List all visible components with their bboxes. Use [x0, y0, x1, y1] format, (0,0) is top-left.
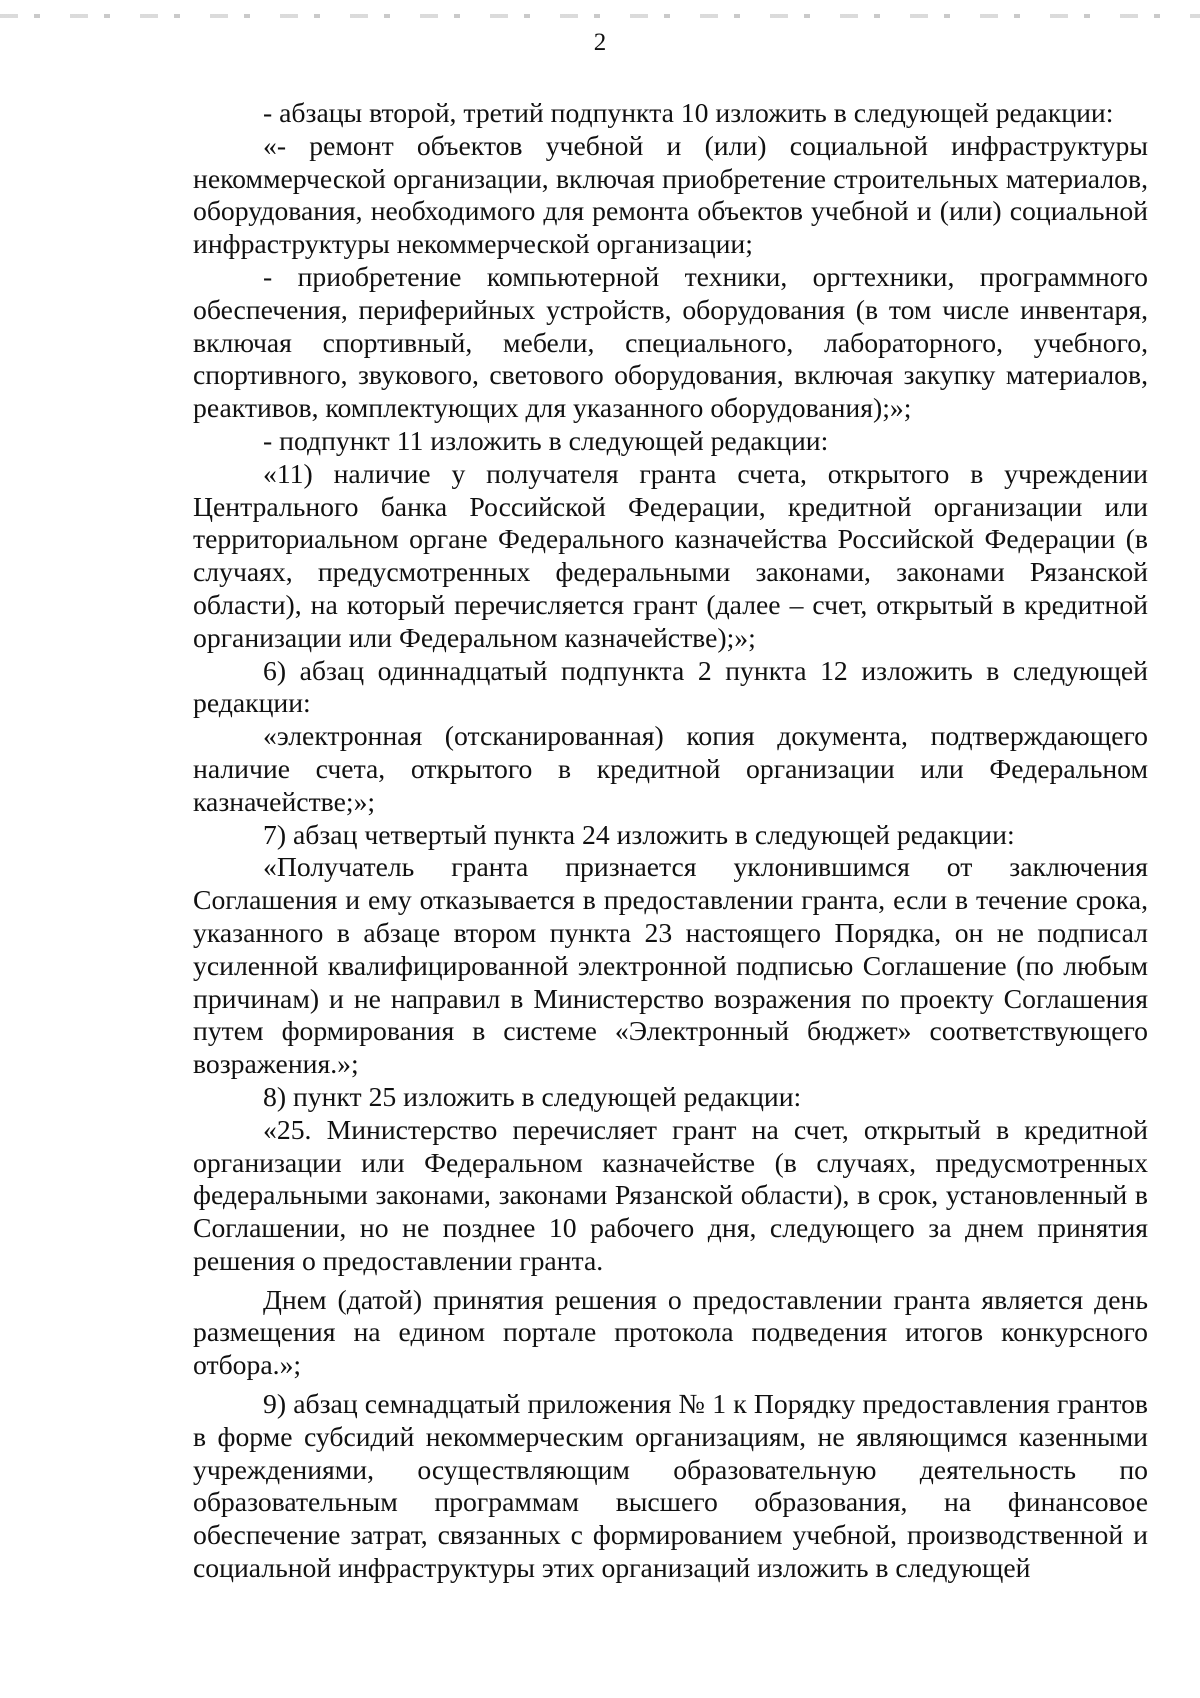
paragraph: 8) пункт 25 изложить в следующей редакции: — [263, 1080, 802, 1112]
paragraph: - подпункт 11 изложить в следующей редакции: — [263, 424, 829, 456]
paragraph: - абзацы второй, третий подпункта 10 изложить в следующей редакции: — [263, 97, 1114, 128]
paragraph: Днем (датой) принятия решения о предоставлении гранта является день размещения на едином портале протокола подведения итогов конкурсного отбора.»; — [193, 1283, 1148, 1381]
paragraph: 7) абзац четвертый пункта 24 изложить в следующей редакции: — [263, 818, 1015, 850]
paragraph: 6) абзац одиннадцатый подпункта 2 пункта 12 изложить в следующей редакции: — [193, 654, 1148, 719]
paragraph: - приобретение компьютерной техники, оргтехники, программного обеспечения, периферийных устройств, оборудования (в том числе инвентаря, включая спортивный, мебели, специального, лабораторного, учебного, спортивного, звукового, светового оборудования, включая закупку материалов, реактивов, комплектующих для указанного оборудования);»; — [193, 260, 1148, 424]
scan-top-edge — [0, 14, 1200, 18]
document-body — [193, 97, 1148, 1585]
paragraph: «- ремонт объектов учебной и (или) социальной инфраструктуры некоммерческой организации, включая приобретение строительных материалов, оборудования, необходимого для ремонта объектов учебной и (или) социальной инфраструктуры некоммерческой организации; — [193, 129, 1148, 260]
paragraph: «электронная (отсканированная) копия документа, подтверждающего наличие счета, открытого в кредитной организации или Федеральном казначействе;»; — [193, 720, 1148, 817]
page-number: 2 — [593, 29, 607, 56]
paragraph: 9) абзац семнадцатый приложения № 1 к Порядку предоставления грантов в форме субсидий некоммерческим организациям, не являющимся казенными учреждениями, осуществляющим образовательную деятельность по образовательным программам высшего образования, на финансовое обеспечение затрат, связанных с формированием учебной, производственной и социальной инфраструктуры этих организаций изложить в следующей — [193, 1388, 1148, 1584]
paragraph: «Получатель гранта признается уклонившимся от заключения Соглашения и ему отказывается в предоставлении гранта, если в течение срока, указанного в абзаце втором пункта 23 настоящего Порядка, он не подписал усиленной квалифицированной электронной подписью Соглашение (по любым причинам) и не направил в Министерство возражения по проекту Соглашения путем формирования в системе «Электронный бюджет» соответствующего возражения.»; — [193, 851, 1148, 1080]
paragraph: «11) наличие у получателя гранта счета, открытого в учреждении Центрального банка Российской Федерации, кредитной организации или территориальном органе Федерального казначейства Российской Федерации (в случаях, предусмотренных федеральными законами, законами Рязанской области), на который перечисляется грант (далее – счет, открытый в кредитной организации или Федеральном казначействе);»; — [193, 457, 1148, 653]
paragraph: «25. Министерство перечисляет грант на счет, открытый в кредитной организации или Федеральном казначействе (в случаях, предусмотренных федеральными законами, законами Рязанской области), в срок, установленный в Соглашении, но не позднее 10 рабочего дня, следующего за днем принятия решения о предоставлении гранта. — [193, 1113, 1148, 1276]
